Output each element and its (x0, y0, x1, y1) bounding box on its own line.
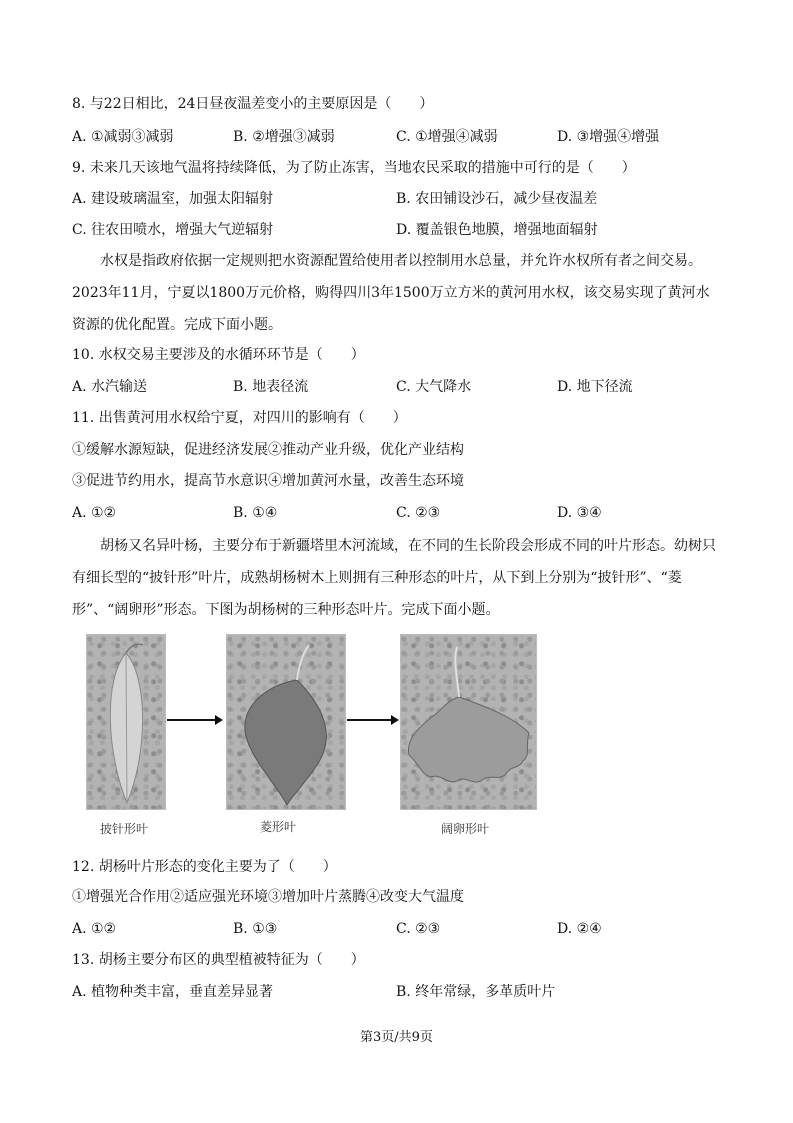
rhombic-leaf-icon (227, 635, 345, 809)
q8-option-c: C. ①增强④减弱 (396, 129, 498, 145)
lanceolate-leaf-icon (87, 635, 165, 809)
arrow-icon (345, 712, 401, 728)
arrow-icon (165, 712, 225, 728)
q8-option-b: B. ②增强③减弱 (233, 129, 335, 145)
q11-option-a: A. ①② (72, 505, 117, 521)
q8-option-a: A. ①减弱③减弱 (72, 129, 174, 145)
caption-lanceolate: 披针形叶 (100, 822, 149, 836)
broad-ovate-leaf-icon (401, 635, 536, 809)
q9-option-b: B. 农田铺设沙石，减少昼夜温差 (396, 191, 598, 207)
q12-option-d: D. ②④ (557, 921, 602, 937)
q11-item-2: ③促进节约用水，提高节水意识④增加黄河水量，改善生态环境 (72, 473, 464, 489)
q9-stem: 9. 未来几天该地气温将持续降低，为了防止冻害，当地农民采取的措施中可行的是（ ） (72, 160, 636, 176)
q11-option-d: D. ③④ (557, 505, 602, 521)
q13-option-b: B. 终年常绿，多革质叶片 (396, 984, 556, 1000)
caption-rhombic: 菱形叶 (260, 820, 297, 834)
q11-item-1: ①缓解水源短缺，促进经济发展②推动产业升级，优化产业结构 (72, 442, 464, 458)
q10-stem: 10. 水权交易主要涉及的水循环环节是（ ） (72, 347, 365, 363)
q11-option-c: C. ②③ (396, 505, 441, 521)
leaf-photo-rhombic (226, 634, 346, 810)
q11-stem: 11. 出售黄河用水权给宁夏，对四川的影响有（ ） (72, 410, 407, 426)
caption-broad-ovate: 阔卵形叶 (441, 822, 490, 836)
q11-option-b: B. ①④ (233, 505, 278, 521)
q8-stem: 8. 与22日相比，24日昼夜温差变小的主要原因是（ ） (72, 96, 434, 112)
page-number: 第3页/共9页 (360, 1030, 433, 1045)
passage-populus: 胡杨又名异叶杨，主要分布于新疆塔里木河流域，在不同的生长阶段会形成不同的叶片形态。幼树只有细长型的“披针形”叶片，成熟胡杨树木上则拥有三种形态的叶片，从下到上分别为“披针形”、“菱形”、“阔卵形”形态。下图为胡杨树的三种形态叶片。完成下面小题。 (72, 538, 716, 618)
q10-option-a: A. 水汽输送 (72, 379, 148, 395)
passage-water-rights: 水权是指政府依据一定规则把水资源配置给使用者以控制用水总量，并允许水权所有者之间交易。2023年11月，宁夏以1800万元价格，购得四川3年1500万立方米的黄河用水权，该交易实现了黄河水资源的优化配置。完成下面小题。 (72, 253, 710, 333)
q10-option-b: B. 地表径流 (233, 379, 309, 395)
q12-option-b: B. ①③ (233, 921, 278, 937)
q8-option-d: D. ③增强④增强 (557, 129, 660, 145)
leaf-photo-broad-ovate (400, 634, 537, 810)
q12-option-c: C. ②③ (396, 921, 441, 937)
leaf-photo-lanceolate (86, 634, 166, 810)
q9-option-c: C. 往农田喷水，增强大气逆辐射 (72, 222, 274, 238)
q13-option-a: A. 植物种类丰富，垂直差异显著 (72, 984, 274, 1000)
q10-option-d: D. 地下径流 (557, 379, 633, 395)
q9-option-a: A. 建设玻璃温室，加强太阳辐射 (72, 191, 274, 207)
q12-option-a: A. ①② (72, 921, 117, 937)
q13-stem: 13. 胡杨主要分布区的典型植被特征为（ ） (72, 952, 365, 968)
q10-option-c: C. 大气降水 (396, 379, 472, 395)
q12-stem: 12. 胡杨叶片形态的变化主要为了（ ） (72, 859, 337, 875)
q12-item-1: ①增强光合作用②适应强光环境③增加叶片蒸腾④改变大气温度 (72, 889, 464, 905)
q9-option-d: D. 覆盖银色地膜，增强地面辐射 (396, 222, 598, 238)
